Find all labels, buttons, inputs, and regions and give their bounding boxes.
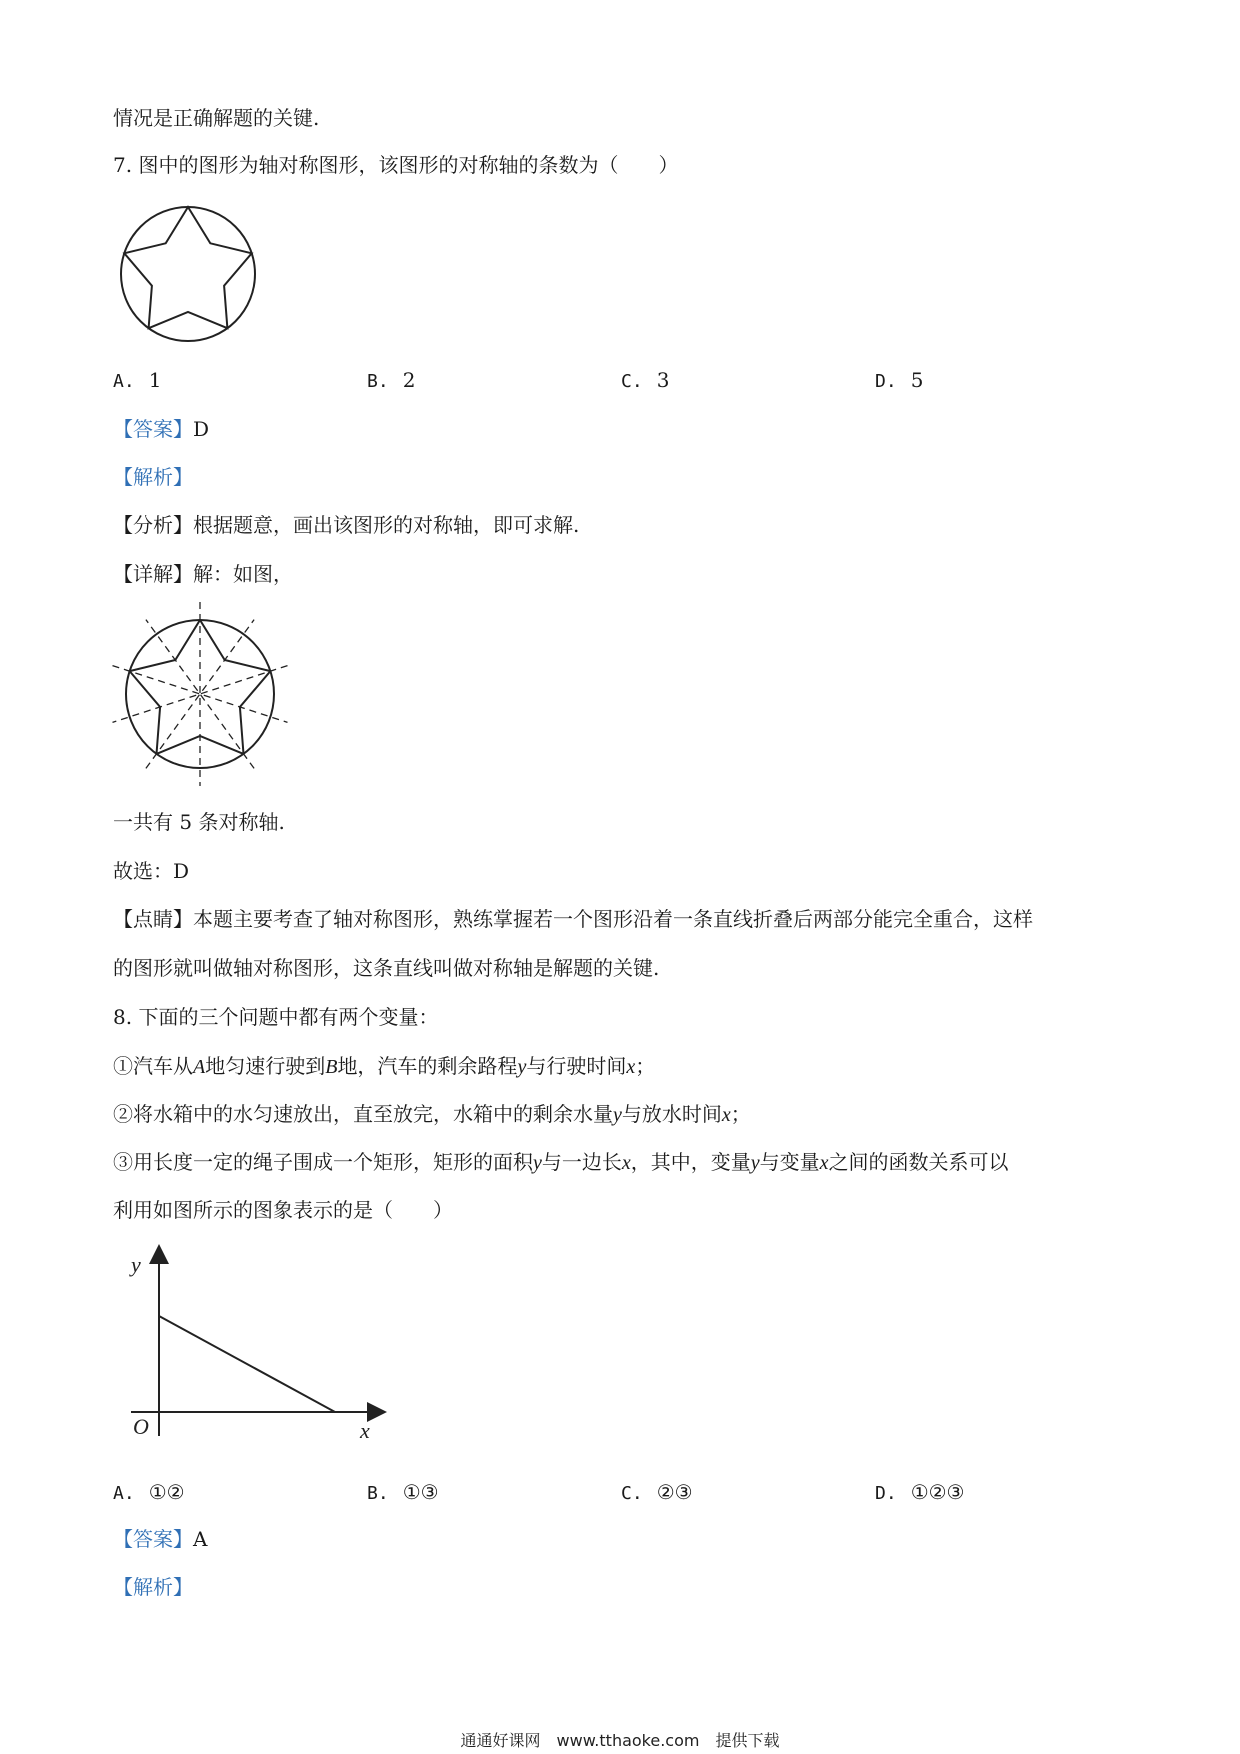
- linear-graph-icon: [125, 1238, 395, 1448]
- q7-answer: [113, 415, 209, 443]
- x-axis-label: x: [360, 1418, 370, 1443]
- star-symmetry-axes-icon: [110, 600, 290, 780]
- q8-options: [113, 1480, 1133, 1510]
- answer-value: A: [193, 1527, 208, 1551]
- q7-option-d[interactable]: D. 5: [875, 368, 924, 392]
- fenxi-text: 根据题意，画出该图形的对称轴，即可求解.: [193, 513, 580, 537]
- q8-option-d[interactable]: D. ①②③: [875, 1480, 965, 1504]
- q7-options: [113, 368, 1133, 398]
- q8-item-3-cont: 利用如图所示的图象表示的是（ ）: [113, 1198, 453, 1222]
- q7-conclusion: 一共有 5 条对称轴.: [113, 810, 285, 834]
- q7-option-c[interactable]: C. 3: [621, 368, 670, 392]
- decreasing-line: [159, 1316, 335, 1412]
- answer-tag: 【答案】: [113, 417, 193, 441]
- xiangjie-text: 解：如图，: [193, 562, 293, 586]
- answer-tag: 【答案】: [113, 1527, 193, 1551]
- q8-option-c[interactable]: C. ②③: [621, 1480, 693, 1504]
- q7-stem: 7. 图中的图形为轴对称图形，该图形的对称轴的条数为（ ）: [113, 153, 679, 177]
- fenxi-tag: 【分析】: [113, 513, 193, 537]
- q7-dianjing-cont: 的图形就叫做轴对称图形，这条直线叫做对称轴是解题的关键.: [113, 956, 660, 980]
- circle-star-icon: [118, 204, 258, 344]
- q8-analysis: [113, 1573, 193, 1601]
- q8-item-1: ①汽车从A地匀速行驶到B地，汽车的剩余路程y与行驶时间x；: [113, 1054, 656, 1078]
- answer-value: D: [193, 417, 210, 441]
- q8-option-a[interactable]: A. ①②: [113, 1480, 185, 1504]
- q7-choice: 故选：D: [113, 859, 190, 883]
- q8-item-2: ②将水箱中的水匀速放出，直至放完，水箱中的剩余水量y与放水时间x；: [113, 1102, 751, 1126]
- dianjing-tag: 【点睛】: [113, 907, 193, 931]
- q7-dianjing: [113, 905, 1033, 933]
- q8-item-3: ③用长度一定的绳子围成一个矩形，矩形的面积y与一边长x，其中，变量y与变量x之间的函数关系可以: [113, 1150, 1009, 1174]
- footer-watermark: 通通好课网 www.tthaoke.com 提供下载: [460, 1731, 780, 1750]
- q7-option-a[interactable]: A. 1: [113, 368, 162, 392]
- analysis-tag: 【解析】: [113, 465, 193, 489]
- q7-option-b[interactable]: B. 2: [367, 368, 416, 392]
- q7-fenxi: [113, 511, 579, 539]
- y-axis-label: y: [131, 1252, 141, 1277]
- dianjing-text: 本题主要考查了轴对称图形，熟练掌握若一个图形沿着一条直线折叠后两部分能完全重合，这样: [193, 907, 1033, 931]
- continuation-text: 情况是正确解题的关键.: [113, 106, 320, 130]
- q8-answer: [113, 1525, 207, 1553]
- q7-analysis: [113, 463, 193, 491]
- q8-option-b[interactable]: B. ①③: [367, 1480, 439, 1504]
- q8-stem: 8. 下面的三个问题中都有两个变量：: [113, 1005, 439, 1029]
- xiangjie-tag: 【详解】: [113, 562, 193, 586]
- q7-xiangjie: [113, 560, 293, 588]
- origin-label: O: [133, 1414, 149, 1439]
- analysis-tag: 【解析】: [113, 1575, 193, 1599]
